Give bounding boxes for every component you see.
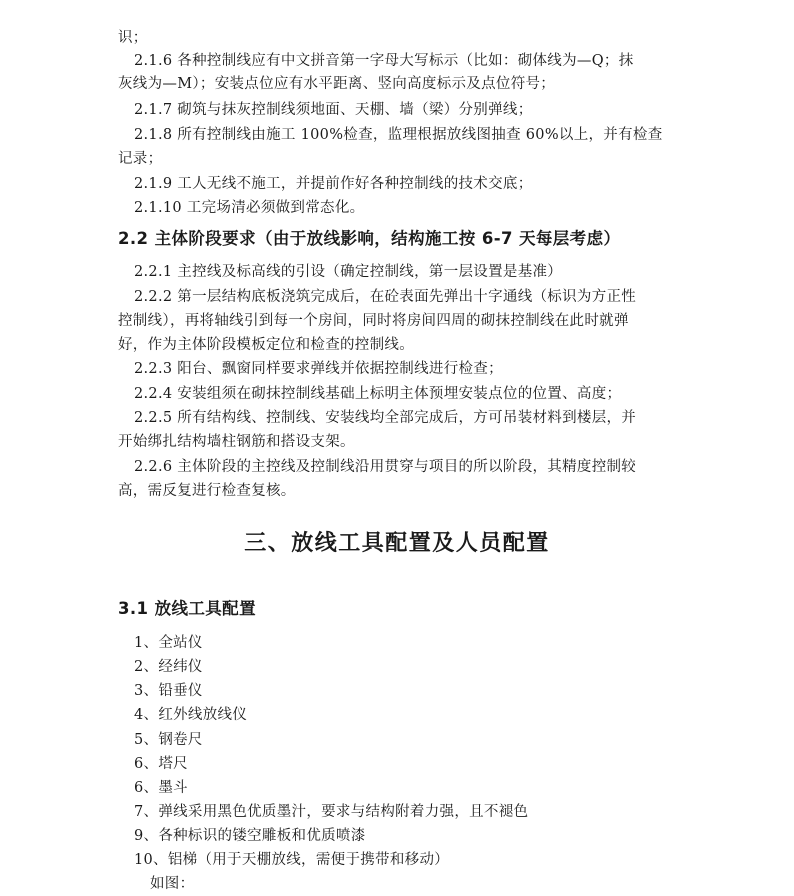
list-item: 2、经纬仪 xyxy=(134,659,203,675)
list-item: 5、钢卷尺 xyxy=(134,732,203,748)
list-item: 4、红外线放线仪 xyxy=(134,707,248,723)
text-line: 2.2.5 所有结构线、控制线、安装线均全部完成后，方可吊装材料到楼层，并 xyxy=(134,410,637,426)
list-item: 如图： xyxy=(150,876,195,892)
list-item: 3、铅垂仪 xyxy=(134,683,203,699)
text-line: 2.2.2 第一层结构底板浇筑完成后，在砼表面先弹出十字通线（标识为方正性 xyxy=(134,289,637,305)
list-item: 6、塔尺 xyxy=(134,756,188,772)
section-heading-2-2: 2.2 主体阶段要求（由于放线影响，结构施工按 6-7 天每层考虑） xyxy=(118,229,621,248)
text-line: 好，作为主体阶段模板定位和检查的控制线。 xyxy=(118,337,414,353)
text-line: 高，需反复进行检查复核。 xyxy=(118,483,296,499)
list-item: 6、墨斗 xyxy=(134,780,188,796)
list-item: 10、铝梯（用于天棚放线，需便于携带和移动） xyxy=(134,852,450,868)
text-line: 2.1.8 所有控制线由施工 100%检查，监理根据放线图抽查 60%以上，并有检查 xyxy=(134,127,663,143)
list-item: 9、各种标识的镂空雕板和优质喷漆 xyxy=(134,828,366,844)
text-line: 控制线），再将轴线引到每一个房间，同时将房间四周的砌抹控制线在此时就弹 xyxy=(118,313,629,329)
text-line: 2.1.10 工完场清必须做到常态化。 xyxy=(134,200,365,216)
chapter-title: 三、放线工具配置及人员配置 xyxy=(244,531,550,556)
list-item: 7、弹线采用黑色优质墨汁，要求与结构附着力强，且不褪色 xyxy=(134,804,529,820)
text-line: 2.1.9 工人无线不施工，并提前作好各种控制线的技术交底； xyxy=(134,176,533,192)
section-heading-3-1: 3.1 放线工具配置 xyxy=(118,599,256,618)
text-line: 灰线为—M）；安装点位应有水平距离、竖向高度标示及点位符号； xyxy=(118,76,556,92)
text-line: 2.2.4 安装组须在砌抹控制线基础上标明主体预埋安装点位的位置、高度； xyxy=(134,386,622,402)
text-line: 开始绑扎结构墙柱钢筋和搭设支架。 xyxy=(118,434,355,450)
text-line: 2.2.6 主体阶段的主控线及控制线沿用贯穿与项目的所以阶段，其精度控制较 xyxy=(134,459,637,475)
text-line: 2.2.1 主控线及标高线的引设（确定控制线，第一层设置是基准） xyxy=(134,264,563,280)
text-line: 2.1.7 砌筑与抹灰控制线须地面、天棚、墙（梁）分别弹线； xyxy=(134,102,533,118)
list-item: 1、全站仪 xyxy=(134,635,203,651)
text-line: 记录； xyxy=(118,151,163,167)
text-line: 2.1.6 各种控制线应有中文拼音第一字母大写标示（比如：砌体线为—Q；抹 xyxy=(134,53,634,69)
text-line: 识； xyxy=(118,30,148,46)
text-line: 2.2.3 阳台、飘窗同样要求弹线并依据控制线进行检查； xyxy=(134,361,503,377)
